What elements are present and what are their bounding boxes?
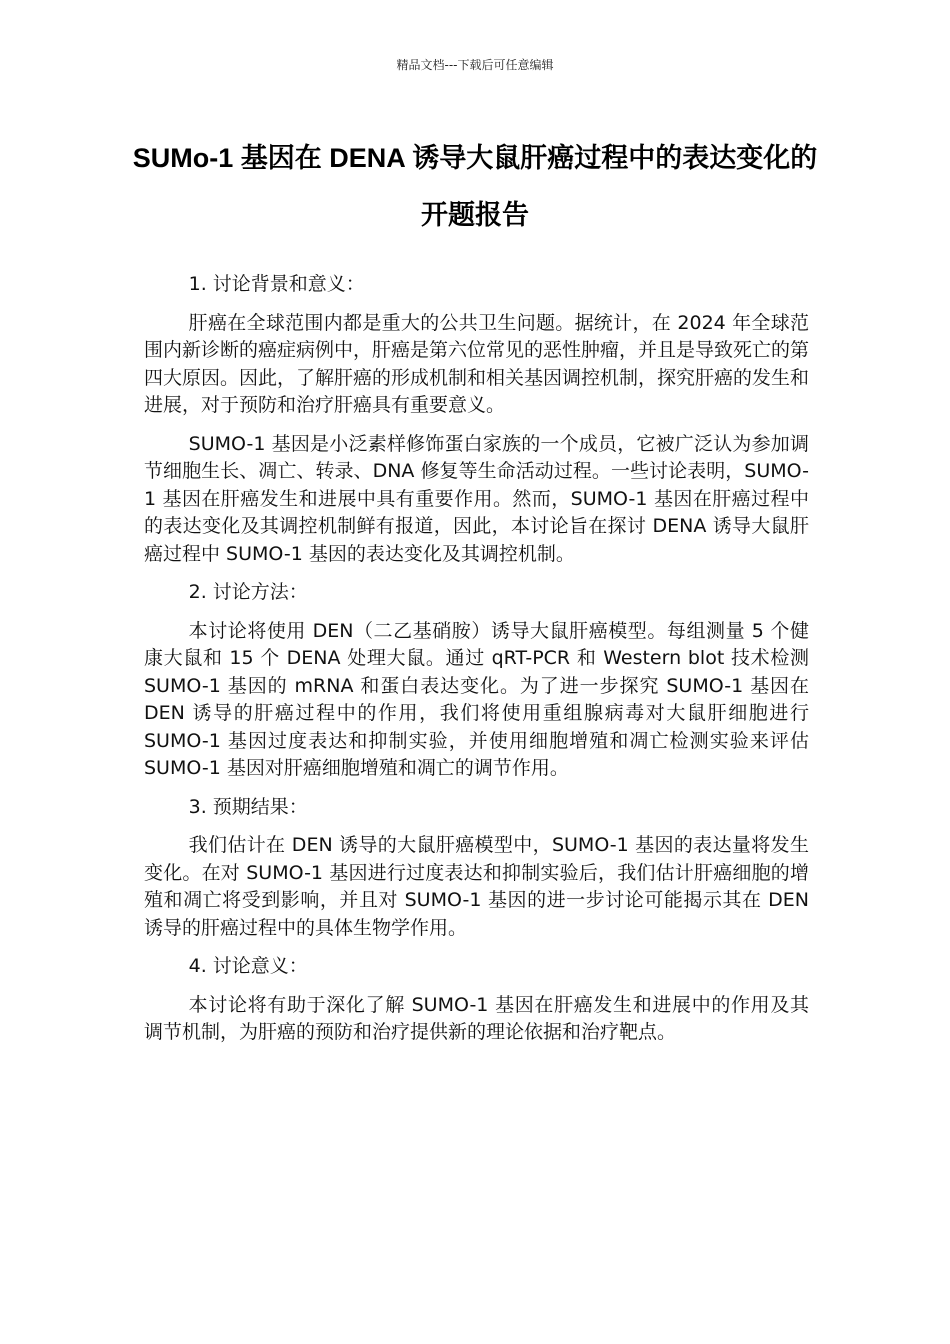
paragraph-significance-1: 本讨论将有助于深化了解 SUMO-1 基因在肝癌发生和进展中的作用及其调节机制，为肝癌的预防和治疗提供新的理论依据和治疗靶点。	[144, 993, 809, 1043]
header-note: 精品文档---下载后可任意编辑	[396, 58, 554, 72]
section-heading-significance: 4. 讨论意义：	[188, 955, 308, 977]
section-heading-expected-results: 3. 预期结果：	[188, 795, 308, 818]
paragraph-background-1: 肝癌在全球范围内都是重大的公共卫生问题。据统计，在 2024 年全球范围内新诊断的癌症病例中，肝癌是第六位常见的恶性肿瘤，并且是导致死亡的第四大原因。因此，了解肝癌的形成机制和相关基因调控机制，探究肝癌的发生和进展，对于预防和治疗肝癌具有重要意义。	[144, 311, 810, 416]
document-body	[144, 271, 809, 1058]
document-title: SUMo-1 基因在 DENA 诱导大鼠肝癌过程中的表达变化的开题报告	[132, 143, 818, 230]
paragraph-expected-results-1: 我们估计在 DEN 诱导的大鼠肝癌模型中，SUMO-1 基因的表达量将发生变化。在对 SUMO-1 基因进行过度表达和抑制实验后，我们估计肝癌细胞的增殖和凋亡将受到影响，并且对 SUMO-1 基因的进一步讨论可能揭示其在 DEN 诱导的肝癌过程中的具体生物学作用。	[144, 834, 809, 939]
section-heading-background: 1. 讨论背景和意义：	[188, 273, 365, 295]
paragraph-background-2: SUMO-1 基因是小泛素样修饰蛋白家族的一个成员，它被广泛认为参加调节细胞生长、凋亡、转录、DNA 修复等生命活动过程。一些讨论表明，SUMO-1 基因在肝癌发生和进展中具有重要作用。然而，SUMO-1 基因在肝癌过程中的表达变化及其调控机制鲜有报道，因此，本讨论旨在探讨 DENA 诱导大鼠肝癌过程中 SUMO-1 基因的表达变化及其调控机制。	[144, 432, 809, 565]
section-heading-methods: 2. 讨论方法：	[188, 581, 308, 603]
paragraph-methods-1: 本讨论将使用 DEN（二乙基硝胺）诱导大鼠肝癌模型。每组测量 5 个健康大鼠和 15 个 DENA 处理大鼠。通过 qRT-PCR 和 Western blot 技术检测 SUMO-1 基因的 mRNA 和蛋白表达变化。为了进一步探究 SUMO-1 基因在 DEN 诱导的肝癌过程中的作用，我们将使用重组腺病毒对大鼠肝细胞进行 SUMO-1 基因过度表达和抑制实验，并使用细胞增殖和凋亡检测实验来评估 SUMO-1 基因对肝癌细胞增殖和凋亡的调节作用。	[144, 619, 809, 779]
